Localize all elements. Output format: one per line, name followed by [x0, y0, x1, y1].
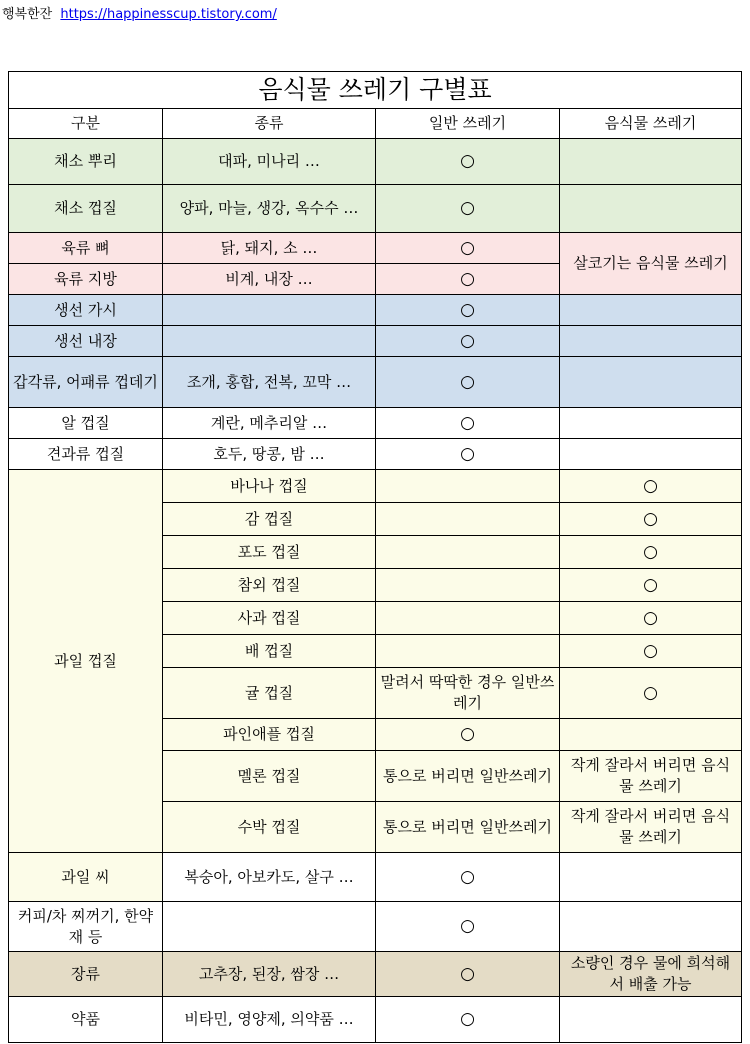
- row-kind: 바나나 껍질: [163, 470, 376, 503]
- row-food-mark: ○: [560, 668, 742, 719]
- row-general-mark: ○: [376, 408, 560, 439]
- row-kind: 멜론 껍질: [163, 751, 376, 802]
- table-row: [9, 439, 742, 470]
- row-kind: 호두, 땅콩, 밤 …: [163, 439, 376, 470]
- row-general-mark: ○: [376, 139, 560, 185]
- row-food-mark: [560, 185, 742, 233]
- table-row: [9, 853, 742, 902]
- table-row: [9, 185, 742, 233]
- row-category: 채소 껍질: [9, 185, 163, 233]
- row-food-mark: [560, 439, 742, 470]
- row-kind: 포도 껍질: [163, 536, 376, 569]
- row-food-mark: [560, 139, 742, 185]
- table-row: [9, 952, 742, 997]
- row-category: 장류: [9, 952, 163, 997]
- site-name: 행복한잔: [2, 7, 53, 22]
- row-kind: 양파, 마늘, 생강, 옥수수 …: [163, 185, 376, 233]
- table-row: [9, 997, 742, 1043]
- row-category: 커피/차 찌꺼기, 한약재 등: [9, 902, 163, 952]
- row-general-mark: [376, 635, 560, 668]
- row-kind: 고추장, 된장, 쌈장 …: [163, 952, 376, 997]
- row-general-mark: ○: [376, 952, 560, 997]
- row-food-mark: ○: [560, 569, 742, 602]
- row-general-mark: [376, 503, 560, 536]
- row-food-mark: ○: [560, 470, 742, 503]
- column-header-kind: 종류: [163, 109, 376, 139]
- row-kind: 대파, 미나리 …: [163, 139, 376, 185]
- row-category: 과일 씨: [9, 853, 163, 902]
- row-general-mark: ○: [376, 295, 560, 326]
- row-category: 갑각류, 어패류 껍데기: [9, 357, 163, 408]
- row-category: 알 껍질: [9, 408, 163, 439]
- row-general-mark: ○: [376, 997, 560, 1043]
- row-food-note: 살코기는 음식물 쓰레기: [560, 233, 742, 295]
- table-row: [9, 139, 742, 185]
- row-food-mark: [560, 902, 742, 952]
- table-row: [9, 470, 742, 503]
- row-category: 육류 지방: [9, 264, 163, 295]
- row-kind: 배 껍질: [163, 635, 376, 668]
- row-category: 과일 껍질: [9, 470, 163, 853]
- row-food-note: 소량인 경우 물에 희석해서 배출 가능: [560, 952, 742, 997]
- table-title: 음식물 쓰레기 구별표: [9, 72, 742, 109]
- column-header-category: 구분: [9, 109, 163, 139]
- row-food-mark: [560, 357, 742, 408]
- food-waste-table: [8, 71, 742, 1043]
- row-kind: 닭, 돼지, 소 …: [163, 233, 376, 264]
- row-general-mark: ○: [376, 233, 560, 264]
- row-kind: 비계, 내장 …: [163, 264, 376, 295]
- row-kind: [163, 902, 376, 952]
- row-food-mark: ○: [560, 503, 742, 536]
- row-general-mark: [376, 602, 560, 635]
- row-general-mark: [376, 470, 560, 503]
- column-header-food-waste: 음식물 쓰레기: [560, 109, 742, 139]
- row-kind: 감 껍질: [163, 503, 376, 536]
- row-kind: [163, 326, 376, 357]
- row-general-mark: ○: [376, 719, 560, 751]
- row-category: 견과류 껍질: [9, 439, 163, 470]
- row-general-mark: ○: [376, 185, 560, 233]
- row-general-note: 말려서 딱딱한 경우 일반쓰레기: [376, 668, 560, 719]
- row-kind: 사과 껍질: [163, 602, 376, 635]
- row-food-mark: ○: [560, 602, 742, 635]
- row-general-mark: ○: [376, 357, 560, 408]
- row-kind: 조개, 홍합, 전복, 꼬막 …: [163, 357, 376, 408]
- row-category: 생선 내장: [9, 326, 163, 357]
- row-food-mark: [560, 997, 742, 1043]
- table-row: [9, 326, 742, 357]
- table-row: [9, 357, 742, 408]
- row-general-note: 통으로 버리면 일반쓰레기: [376, 751, 560, 802]
- row-food-mark: [560, 326, 742, 357]
- row-food-mark: ○: [560, 635, 742, 668]
- table-row: [9, 295, 742, 326]
- row-general-mark: [376, 536, 560, 569]
- row-kind: 귤 껍질: [163, 668, 376, 719]
- table-row: [9, 233, 742, 264]
- row-category: 약품: [9, 997, 163, 1043]
- row-food-mark: ○: [560, 536, 742, 569]
- row-food-mark: [560, 295, 742, 326]
- row-food-mark: [560, 719, 742, 751]
- row-general-mark: ○: [376, 853, 560, 902]
- row-food-mark: [560, 853, 742, 902]
- row-general-mark: ○: [376, 902, 560, 952]
- row-general-mark: ○: [376, 264, 560, 295]
- row-kind: 복숭아, 아보카도, 살구 …: [163, 853, 376, 902]
- row-kind: 파인애플 껍질: [163, 719, 376, 751]
- row-food-mark: [560, 408, 742, 439]
- row-general-mark: ○: [376, 439, 560, 470]
- row-category: 생선 가시: [9, 295, 163, 326]
- table-row: [9, 902, 742, 952]
- page-header: [2, 3, 277, 22]
- row-kind: 수박 껍질: [163, 802, 376, 853]
- row-category: 육류 뼈: [9, 233, 163, 264]
- row-category: 채소 뿌리: [9, 139, 163, 185]
- site-url-link[interactable]: https://happinesscup.tistory.com/: [60, 7, 277, 22]
- row-kind: [163, 295, 376, 326]
- row-general-mark: ○: [376, 326, 560, 357]
- row-food-note: 작게 잘라서 버리면 음식물 쓰레기: [560, 802, 742, 853]
- row-kind: 참외 껍질: [163, 569, 376, 602]
- table-row: [9, 408, 742, 439]
- row-food-note: 작게 잘라서 버리면 음식물 쓰레기: [560, 751, 742, 802]
- row-kind: 계란, 메추리알 …: [163, 408, 376, 439]
- row-kind: 비타민, 영양제, 의약품 …: [163, 997, 376, 1043]
- row-general-note: 통으로 버리면 일반쓰레기: [376, 802, 560, 853]
- row-general-mark: [376, 569, 560, 602]
- column-header-general-waste: 일반 쓰레기: [376, 109, 560, 139]
